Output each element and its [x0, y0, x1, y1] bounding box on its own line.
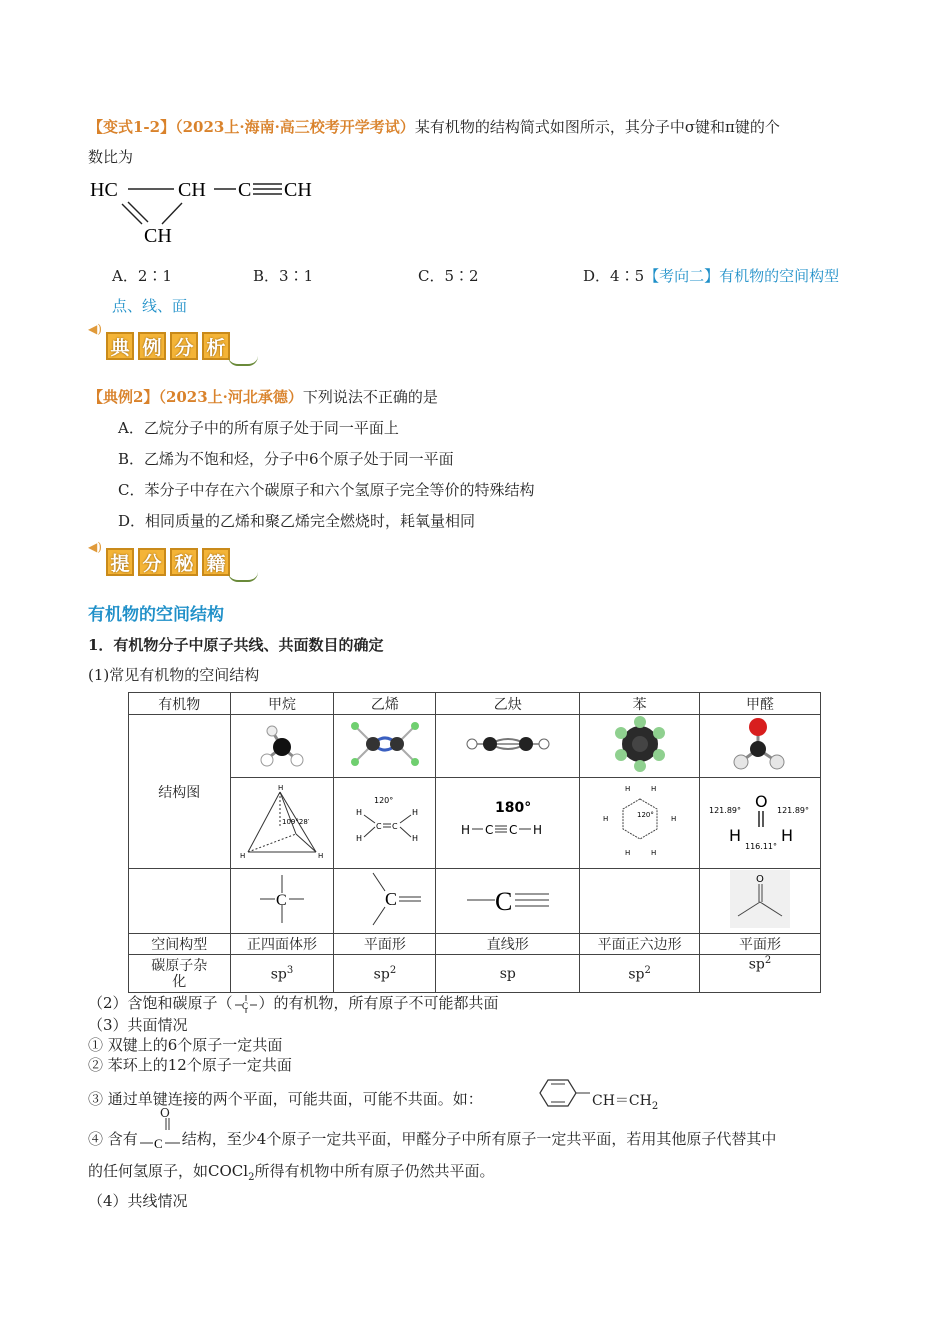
methane-diagram [230, 778, 334, 869]
svg-text:O: O [755, 792, 768, 811]
svg-text:C: C [391, 822, 398, 831]
svg-text:H: H [411, 834, 418, 843]
table-row [129, 715, 821, 778]
svg-text:H: H [781, 826, 794, 845]
formaldehyde-diagram [700, 778, 821, 869]
table-header: 甲烷 [230, 693, 334, 715]
formula-ch2: CH [284, 179, 312, 201]
book-icon [228, 572, 258, 582]
table-header: 有机物 [129, 693, 231, 715]
formaldehyde-ball-model [700, 715, 821, 778]
table-row [129, 778, 821, 869]
formula-c: C [238, 179, 252, 201]
svg-text:C: C [484, 823, 494, 837]
svg-text:H: H [317, 852, 324, 860]
triple-bond-carbon-symbol [436, 869, 580, 934]
table-row [129, 693, 821, 715]
svg-text:C: C [241, 1001, 248, 1011]
svg-text:H: H [624, 785, 630, 793]
formula-bond [162, 203, 182, 224]
svg-text:C: C [375, 822, 382, 831]
ethylene-ball-model [334, 715, 436, 778]
option-b: B．3∶1 [253, 267, 314, 285]
double-bond-carbon-symbol [334, 869, 436, 934]
benzene-ring-icon [526, 1076, 592, 1110]
table-row [129, 869, 821, 934]
ethylene-diagram [334, 778, 436, 869]
note-3-3: ③ 通过单键连接的两个平面，可能共面，可能不共面。如： [88, 1090, 483, 1108]
svg-text:H: H [729, 826, 742, 845]
formula-ch3: CH [144, 225, 172, 247]
formaldehyde-angle-bottom: 116.11° [745, 842, 778, 851]
badge-tips: 提 分 秘 籍 [106, 548, 234, 582]
svg-text:O: O [756, 874, 764, 885]
row-label-shape: 空间构型 [129, 934, 231, 955]
benzene-diagram [580, 778, 700, 869]
svg-text:C: C [508, 823, 518, 837]
carbonyl-symbol [700, 869, 821, 934]
example2-option-b: B．乙烯为不饱和烃，分子中6个原子处于同一平面 [118, 450, 454, 468]
svg-text:H: H [277, 784, 284, 792]
variant-tag: 【变式1-2】 [88, 118, 176, 136]
formula-hc: HC [90, 179, 118, 201]
acetylene-diagram [436, 778, 580, 869]
note-2: （2）含饱和碳原子（ C ）的有机物，所有原子不可能都共面 [88, 994, 499, 1012]
variant-stem-cont: 数比为 [88, 148, 134, 166]
note-3-4-cont: 的任何氢原子，如COCl$_2$所得有机物中所有原子仍然共平面。 [88, 1162, 495, 1183]
svg-text:C: C [275, 892, 287, 909]
option-a: A．2∶1 [112, 267, 172, 285]
example2-tag: 【典例2】 [88, 388, 159, 406]
speaker-icon: ◀) [88, 322, 102, 336]
note-3-1: ① 双键上的6个原子一定共面 [88, 1036, 283, 1054]
acetylene-ball-model [436, 715, 580, 778]
saturated-carbon-mini-icon [233, 995, 259, 1013]
example2-source: （2023上·河北承德） [158, 388, 303, 406]
svg-text:C: C [384, 889, 397, 909]
table-header: 甲醛 [700, 693, 821, 715]
row-label-structure: 结构图 [129, 715, 231, 869]
example2-question [88, 386, 438, 407]
svg-text:H: H [355, 808, 362, 817]
ethylene-angle: 120° [373, 796, 394, 805]
svg-text:H: H [670, 815, 676, 823]
formula-ch1: CH [178, 179, 206, 201]
note-3-2: ② 苯环上的12个原子一定共面 [88, 1056, 292, 1074]
speaker-icon: ◀) [88, 540, 102, 554]
table-row: 碳原子杂 化 $sp^3$ $sp^2$ sp $sp^2$ $sp^2$ [129, 955, 821, 993]
methane-ball-model [230, 715, 334, 778]
direction2-title-cont: 点、线、面 [112, 297, 188, 315]
option-d: D．4∶5【考向二】有机物的空间构型 [583, 267, 840, 285]
methane-angle: 109°28′ [281, 818, 310, 826]
svg-text:H: H [411, 808, 418, 817]
note-3: （3）共面情况 [88, 1016, 188, 1034]
variant-question [88, 116, 780, 137]
svg-text:C: C [153, 1136, 163, 1151]
variant-structural-formula [86, 172, 326, 248]
benzene-angle: 120° [636, 811, 654, 819]
variant-source: （2023上·海南·高三校考开学考试） [175, 118, 415, 136]
svg-text:C: C [494, 887, 513, 916]
variant-stem: 某有机物的结构简式如图所示，其分子中σ键和π键的个 [414, 118, 780, 136]
formula-double-bond [122, 204, 142, 224]
subsection-title: 1．有机物分子中原子共线、共面数目的确定 [88, 636, 384, 654]
table-header: 乙炔 [436, 693, 580, 715]
direction2-title: 有机物的空间构型 [719, 267, 840, 285]
section-title: 有机物的空间结构 [88, 605, 224, 625]
carbonyl-mini-icon [138, 1129, 182, 1151]
example2-option-c: C．苯分子中存在六个碳原子和六个氢原子完全等价的特殊结构 [118, 481, 535, 499]
molecule-table [128, 692, 821, 993]
note-3-4: ④ 含有 C 结构，至少4个原子一定共平面，甲醛分子中所有原子一定共平面，若用其他原子代替其中 [88, 1130, 777, 1151]
svg-text:H: H [602, 815, 608, 823]
svg-text:H: H [624, 849, 630, 857]
subsection-sub: (1)常见有机物的空间结构 [88, 666, 260, 684]
badge-typical-example: 典 例 分 析 [106, 332, 234, 366]
row-label-hybrid: 碳原子杂 化 [129, 955, 231, 993]
formaldehyde-angle-left: 121.89° [709, 806, 742, 815]
option-c: C．5∶2 [418, 267, 479, 285]
direction2-tag: 【考向二】 [644, 267, 720, 285]
svg-text:H: H [650, 785, 656, 793]
table-header: 乙烯 [334, 693, 436, 715]
acetylene-angle: 180° [494, 800, 532, 816]
svg-text:H: H [239, 852, 246, 860]
svg-text:H: H [460, 823, 470, 837]
svg-text:H: H [355, 834, 362, 843]
example2-stem: 下列说法不正确的是 [302, 388, 438, 406]
svg-text:H: H [532, 823, 542, 837]
carbonyl-oxygen: O [160, 1106, 170, 1120]
table-row: 空间构型 正四面体形 平面形 直线形 平面正六边形 平面形 [129, 934, 821, 955]
svg-text:H: H [650, 849, 656, 857]
example2-option-d: D．相同质量的乙烯和聚乙烯完全燃烧时，耗氧量相同 [118, 512, 476, 530]
book-icon [228, 356, 258, 366]
note-4: （4）共线情况 [88, 1192, 188, 1210]
saturated-carbon-symbol [230, 869, 334, 934]
benzene-ball-model [580, 715, 700, 778]
example2-option-a: A．乙烷分子中的所有原子处于同一平面上 [118, 419, 399, 437]
table-header: 苯 [580, 693, 700, 715]
formaldehyde-angle-right: 121.89° [777, 806, 810, 815]
styrene-formula: $CH=CH_2$ [592, 1093, 659, 1112]
